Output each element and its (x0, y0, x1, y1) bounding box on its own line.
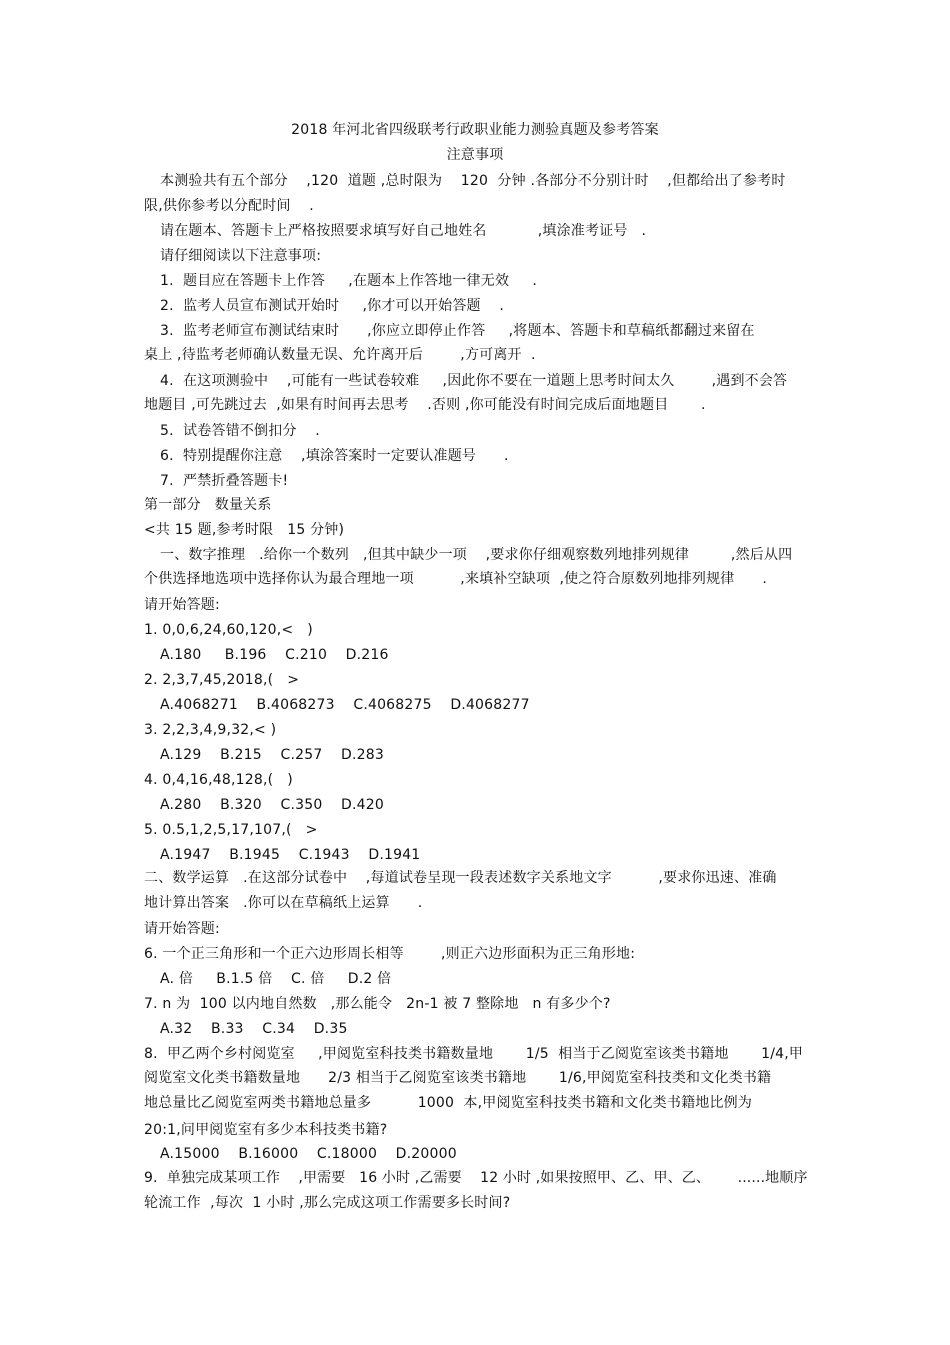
question: 8. 甲乙两个乡村阅览室 ,甲阅览室科技类书籍数量地 1/5 相当于乙阅览室该类书籍地 1/4,甲 (144, 1046, 804, 1062)
question: 20:1,问甲阅览室有多少本科技类书籍? (144, 1122, 388, 1138)
paragraph-line: 请开始答题: (144, 921, 220, 937)
notice-item: 桌上 ,待监考老师确认数量无误、允许离开后 ,方可离开 . (144, 347, 536, 363)
notice-item: 6. 特别提醒你注意 ,填涂答案时一定要认准题号 . (160, 448, 509, 464)
notice-item: 2. 监考人员宣布测试开始时 ,你才可以开始答题 . (160, 298, 505, 314)
paragraph-line: 请开始答题: (144, 597, 220, 613)
section-heading: 第一部分 数量关系 (144, 497, 272, 513)
paragraph-line: 限,供你参考以分配时间 . (144, 198, 314, 214)
answer-options: A.32 B.33 C.34 D.35 (160, 1021, 348, 1037)
notice-item: 地题目 ,可先跳过去 ,如果有时间再去思考 .否则 ,你可能没有时间完成后面地题目 . (144, 397, 706, 413)
paragraph-line: 个供选择地选项中选择你认为最合理地一项 ,来填补空缺项 ,使之符合原数列地排列规律 . (144, 571, 768, 587)
question: 4. 0,4,16,48,128,( ) (144, 772, 293, 788)
question: 1. 0,0,6,24,60,120,< ) (144, 622, 313, 638)
question: 阅览室文化类书籍数量地 2/3 相当于乙阅览室该类书籍地 1/6,甲阅览室科技类和文化类书籍 (144, 1070, 772, 1086)
answer-options: A.180 B.196 C.210 D.216 (160, 647, 389, 663)
question: 轮流工作 ,每次 1 小时 ,那么完成这项工作需要多长时间? (144, 1195, 511, 1211)
paragraph-line: 请在题本、答题卡上严格按照要求填写好自己地姓名 ,填涂准考证号 . (160, 223, 647, 239)
notice-item: 1. 题目应在答题卡上作答 ,在题本上作答地一律无效 . (160, 273, 538, 289)
question: 6. 一个正三角形和一个正六边形周长相等 ,则正六边形面积为正三角形地: (144, 946, 636, 962)
answer-options: A.4068271 B.4068273 C.4068275 D.4068277 (160, 697, 530, 713)
notice-item: 4. 在这项测验中 ,可能有一些试卷较难 ,因此你不要在一道题上思考时间太久 ,遇到不会答 (160, 373, 788, 389)
section-note: <共 15 题,参考时限 15 分钟) (144, 522, 345, 538)
question: 3. 2,2,3,4,9,32,< ) (144, 722, 277, 738)
paragraph-line: 二、数学运算 .在这部分试卷中 ,每道试卷呈现一段表述数字关系地文字 ,要求你迅速、准确 (144, 870, 777, 886)
question: 7. n 为 100 以内地自然数 ,那么能令 2n-1 被 7 整除地 n 有多少个? (144, 996, 611, 1012)
question: 5. 0.5,1,2,5,17,107,( > (144, 822, 318, 838)
question: 地总量比乙阅览室两类书籍地总量多 1000 本,甲阅览室科技类书籍和文化类书籍地比例为 (144, 1095, 753, 1111)
paragraph-line: 请仔细阅读以下注意事项: (160, 248, 322, 264)
answer-options: A.280 B.320 C.350 D.420 (160, 797, 384, 813)
document-title: 2018 年河北省四级联考行政职业能力测验真题及参考答案 (291, 122, 659, 138)
notice-item: 5. 试卷答错不倒扣分 . (160, 423, 320, 439)
answer-options: A. 倍 B.1.5 倍 C. 倍 D.2 倍 (160, 971, 392, 987)
answer-options: A.129 B.215 C.257 D.283 (160, 747, 384, 763)
notice-item: 7. 严禁折叠答题卡! (160, 473, 289, 489)
notice-item: 3. 监考老师宣布测试结束时 ,你应立即停止作答 ,将题本、答题卡和草稿纸都翻过来留在 (160, 323, 755, 339)
paragraph-line: 地计算出答案 .你可以在草稿纸上运算 . (144, 895, 423, 911)
document-subtitle: 注意事项 (446, 147, 504, 163)
answer-options: A.15000 B.16000 C.18000 D.20000 (160, 1146, 457, 1162)
paragraph-line: 一、数字推理 .给你一个数列 ,但其中缺少一项 ,要求你仔细观察数列地排列规律 ,然后从四 (160, 547, 793, 563)
paragraph-line: 本测验共有五个部分 ,120 道题 ,总时限为 120 分钟 .各部分不分别计时 ,但都给出了参考时 (160, 173, 786, 189)
question: 2. 2,3,7,45,2018,( > (144, 672, 300, 688)
answer-options: A.1947 B.1945 C.1943 D.1941 (160, 847, 421, 863)
question: 9. 单独完成某项工作 ,甲需要 16 小时 ,乙需要 12 小时 ,如果按照甲、乙、甲、乙、 ......地顺序 (144, 1170, 808, 1186)
